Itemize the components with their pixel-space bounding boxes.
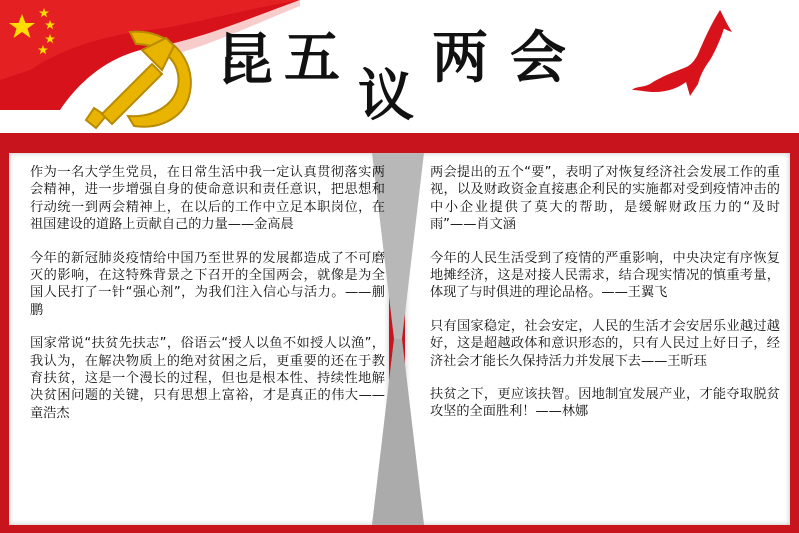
- right-column: [430, 164, 780, 437]
- left-column: [30, 164, 385, 438]
- opinion-paragraph: 今年的新冠肺炎疫情给中国乃至世界的发展都造成了不可磨灭的影响，在这特殊背景之下召开的全国两会，就像是为全国人民打了一针“强心剂”，为我们注入信心与活力。——蒯鹏: [30, 250, 385, 318]
- title-char-3: 议: [358, 63, 414, 129]
- opinion-paragraph: 两会提出的五个“要”，表明了对恢复经济社会发展工作的重视，以及财政资金直接惠企利民的实施都对受到疫情冲击的中小企业提供了莫大的帮助，是缓解财政压力的“及时雨”——肖文涵: [430, 165, 780, 233]
- header-banner: [0, 0, 799, 135]
- opinion-paragraph: 今年的人民生活受到了疫情的严重影响，中央决定有序恢复地摊经济，这是对接人民需求，结合现实情况的慎重考量，体现了与时俱进的理论品格。——王翼飞: [430, 250, 780, 301]
- opinion-paragraph: 只有国家稳定，社会安定，人民的生活才会安居乐业越过越好，这是超越政体和意识形态的，只有人民过上好日子，经济社会才能长久保持活力并发展下去——王昕珏: [430, 318, 780, 369]
- dove-icon: [628, 6, 738, 106]
- title-char-2: 五: [284, 25, 340, 91]
- opinion-paragraph: 扶贫之下，更应该扶智。因地制宜发展产业，才能夺取脱贫攻坚的全面胜利！——林娜: [430, 387, 780, 420]
- title-char-5: 会: [510, 25, 566, 91]
- opinion-paragraph: 国家常说“扶贫先扶志”，俗语云“授人以鱼不如授人以渔”，我认为，在解决物质上的绝对贫困之后，更重要的还在于教育扶贫，这是一个漫长的过程，但也是根本性、持续性地解决贫困问题的关键，只有思想上富裕，才是真正的伟大——童浩杰: [30, 336, 385, 421]
- title-char-4: 两: [432, 25, 488, 91]
- hammer-sickle-icon: [70, 20, 210, 135]
- opinion-paragraph: 作为一名大学生党员，在日常生活中我一定认真贯彻落实两会精神，进一步增强自身的使命意识和责任意识，把思想和行动统一到两会精神上，在以后的工作中立足本职岗位，在祖国建设的道路上贡献自己的力量——金高晨: [30, 165, 385, 233]
- title-char-1: 昆: [217, 27, 273, 93]
